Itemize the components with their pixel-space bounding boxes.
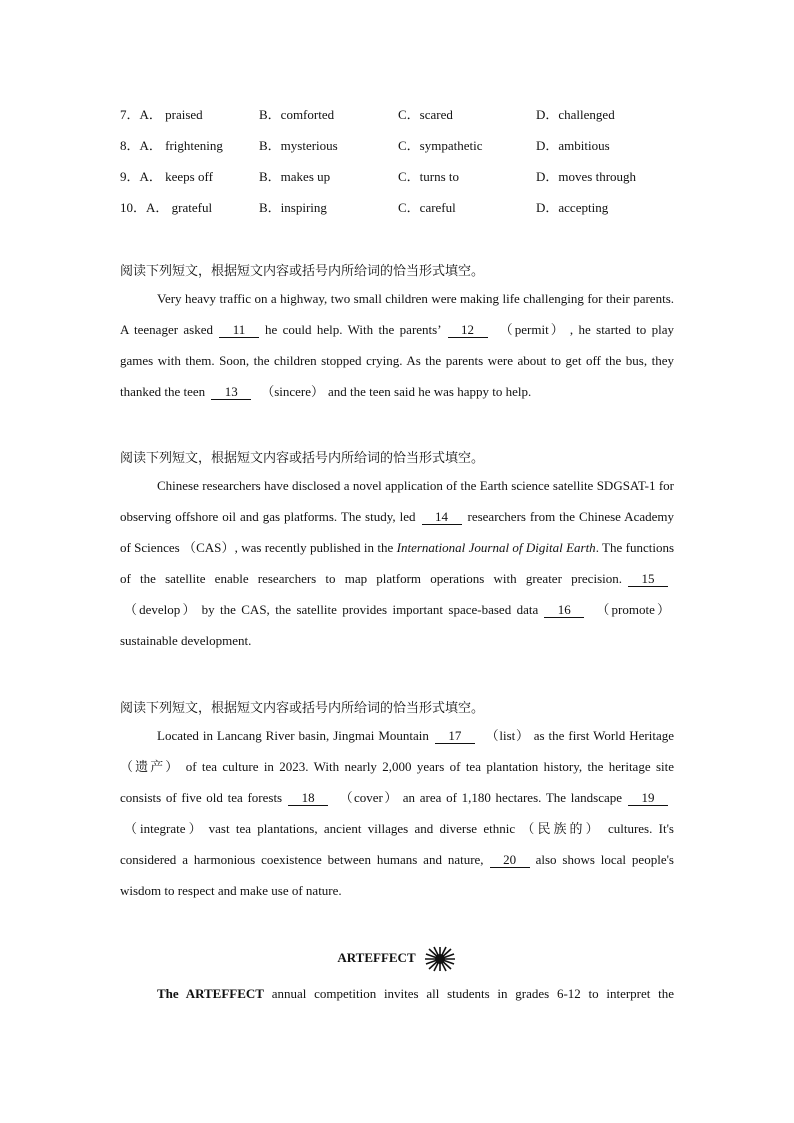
- option-c: C．turns to: [398, 169, 460, 184]
- option-b: B．inspiring: [259, 200, 327, 215]
- option-a: 9．A． keeps off: [120, 169, 213, 184]
- arteffect-heading: [0, 946, 794, 972]
- blank-17[interactable]: 17: [435, 729, 475, 744]
- blank-19[interactable]: 19: [628, 791, 668, 806]
- hint-word: （cover）: [338, 790, 399, 805]
- instruction-heading: 阅读下列短文，根据短文内容或括号内所给词的恰当形式填空。: [120, 264, 485, 279]
- hint-word: （sincere）: [261, 384, 324, 399]
- option-row-9: [120, 166, 680, 186]
- option-d: D．accepting: [536, 200, 609, 215]
- hint-word: （permit）: [497, 322, 566, 337]
- blank-18[interactable]: 18: [288, 791, 328, 806]
- blank-20[interactable]: 20: [490, 853, 530, 868]
- blank-12[interactable]: 12: [448, 323, 488, 338]
- option-a: 10．A． grateful: [120, 200, 213, 215]
- option-c: C．careful: [398, 200, 456, 215]
- blank-11[interactable]: 11: [219, 323, 259, 338]
- option-d: D．ambitious: [536, 138, 610, 153]
- option-c: C．scared: [398, 107, 453, 122]
- hint-word: （integrate）: [124, 821, 205, 836]
- option-a: 8．A． frightening: [120, 138, 223, 153]
- arteffect-title: ARTEFFECT: [337, 949, 416, 965]
- option-c: C．sympathetic: [398, 138, 483, 153]
- starburst-icon: [423, 946, 457, 972]
- option-row-10: [120, 197, 680, 217]
- option-b: B．makes up: [259, 169, 331, 184]
- hint-word: （list）: [484, 728, 530, 743]
- passage-1: Very heavy traffic on a highway, two small children were making life challenging for their parents. A teenager asked 11 he could help. With the parents’ 12 （permit） , he started to play games with them. Soon, the children stopped crying. As the parents were about to get off the bus, they thanked the teen 13 （sincere） and the teen said he was happy to help.: [120, 291, 674, 399]
- option-row-7: [120, 104, 680, 124]
- option-a: 7．A． praised: [120, 107, 203, 122]
- journal-title: International Journal of Digital Earth: [396, 540, 596, 555]
- passage-3: Located in Lancang River basin, Jingmai Mountain 17 （list） as the first World Heritage （遗产） of tea culture in 2023. With nearly 2,000 years of tea plantation history, the heritage site consists of five old tea forests 18 （cover） an area of 1,180 hectares. The landscape 19（integrate） vast tea plantations, ancient villages and diverse ethnic （民族的） cultures. It's considered a harmonious coexistence between humans and nature, 20 also shows local people's wisdom to respect and make use of nature.: [120, 728, 674, 898]
- instruction-heading: 阅读下列短文，根据短文内容或括号内所给词的恰当形式填空。: [120, 451, 485, 466]
- blank-13[interactable]: 13: [211, 385, 251, 400]
- instruction-heading: 阅读下列短文，根据短文内容或括号内所给词的恰当形式填空。: [120, 701, 485, 716]
- option-d: D．moves through: [536, 169, 637, 184]
- blank-16[interactable]: 16: [544, 603, 584, 618]
- arteffect-intro: The ARTEFFECT annual competition invites all students in grades 6-12 to interpret the: [157, 986, 675, 1001]
- hint-word: （promote）: [594, 602, 671, 617]
- option-row-8: [120, 135, 680, 155]
- passage-2: Chinese researchers have disclosed a novel application of the Earth science satellite SDGSAT-1 for observing offshore oil and gas platforms. The study, led 14 researchers from the Chinese Academy of Sciences （CAS）, was recently published in the International Journal of Digital Earth. The functions of the satellite enable researchers to map platform operations with greater precision. 15（develop） by the CAS, the satellite provides important space-based data 16 （promote）sustainable development.: [120, 478, 675, 648]
- option-d: D．challenged: [536, 107, 615, 122]
- arteffect-lead: The ARTEFFECT: [157, 986, 264, 1001]
- blank-14[interactable]: 14: [422, 510, 462, 525]
- option-b: B．mysterious: [259, 138, 338, 153]
- hint-word: （develop）: [124, 602, 198, 617]
- option-b: B．comforted: [259, 107, 335, 122]
- blank-15[interactable]: 15: [628, 572, 668, 587]
